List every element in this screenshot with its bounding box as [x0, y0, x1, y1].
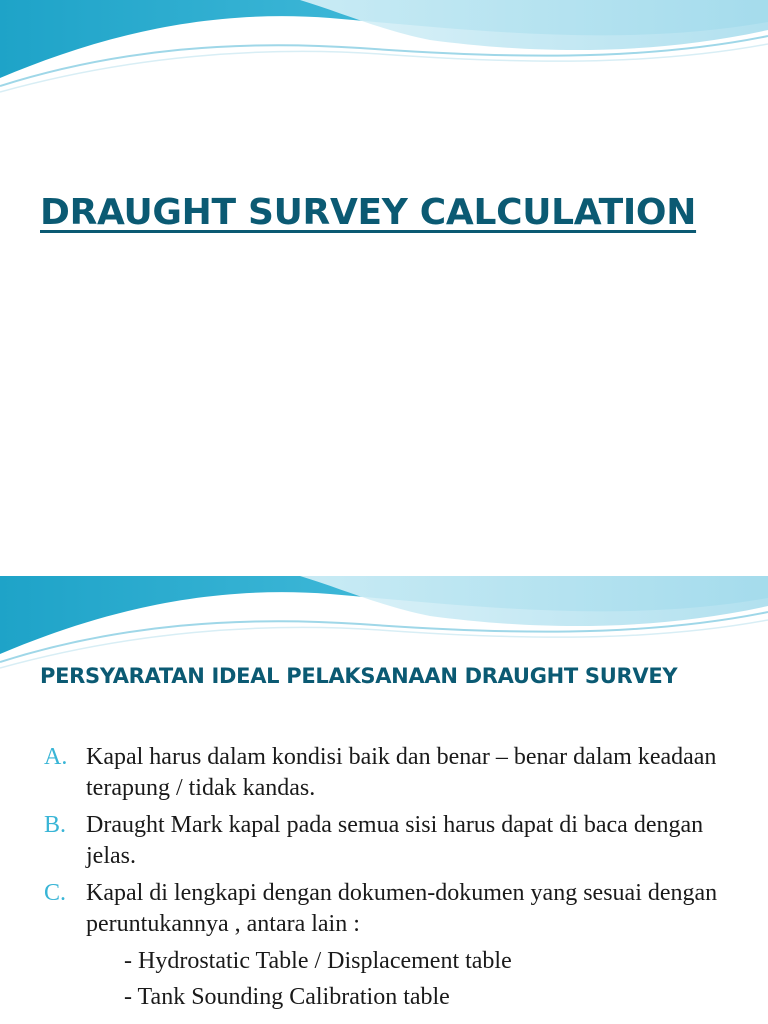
- list-item-text: Kapal di lengkapi dengan dokumen-dokumen yang sesuai dengan peruntukannya , antara lain :: [86, 880, 718, 937]
- list-item: [44, 742, 744, 804]
- list-item-text: Kapal harus dalam kondisi baik dan benar – benar dalam keadaan terapung / tidak kandas.: [86, 744, 717, 801]
- list-item: [44, 810, 744, 872]
- list-item: [44, 878, 744, 940]
- requirements-list: [44, 742, 744, 1018]
- sub-item: - Tank Sounding Calibration table: [124, 984, 450, 1010]
- wave-header-decoration: [0, 0, 768, 100]
- slide-title: DRAUGHT SURVEY CALCULATION: [40, 192, 697, 233]
- wave-header-decoration: [0, 576, 768, 676]
- list-item-text: Draught Mark kapal pada semua sisi harus dapat di baca dengan jelas.: [86, 812, 704, 869]
- list-marker: A.: [44, 744, 68, 770]
- slide-2: [0, 576, 768, 1024]
- sub-item: - Hydrostatic Table / Displacement table: [124, 948, 512, 974]
- list-marker: B.: [44, 812, 67, 838]
- section-heading: PERSYARATAN IDEAL PELAKSANAAN DRAUGHT SURVEY: [40, 664, 678, 688]
- list-marker: C.: [44, 880, 67, 906]
